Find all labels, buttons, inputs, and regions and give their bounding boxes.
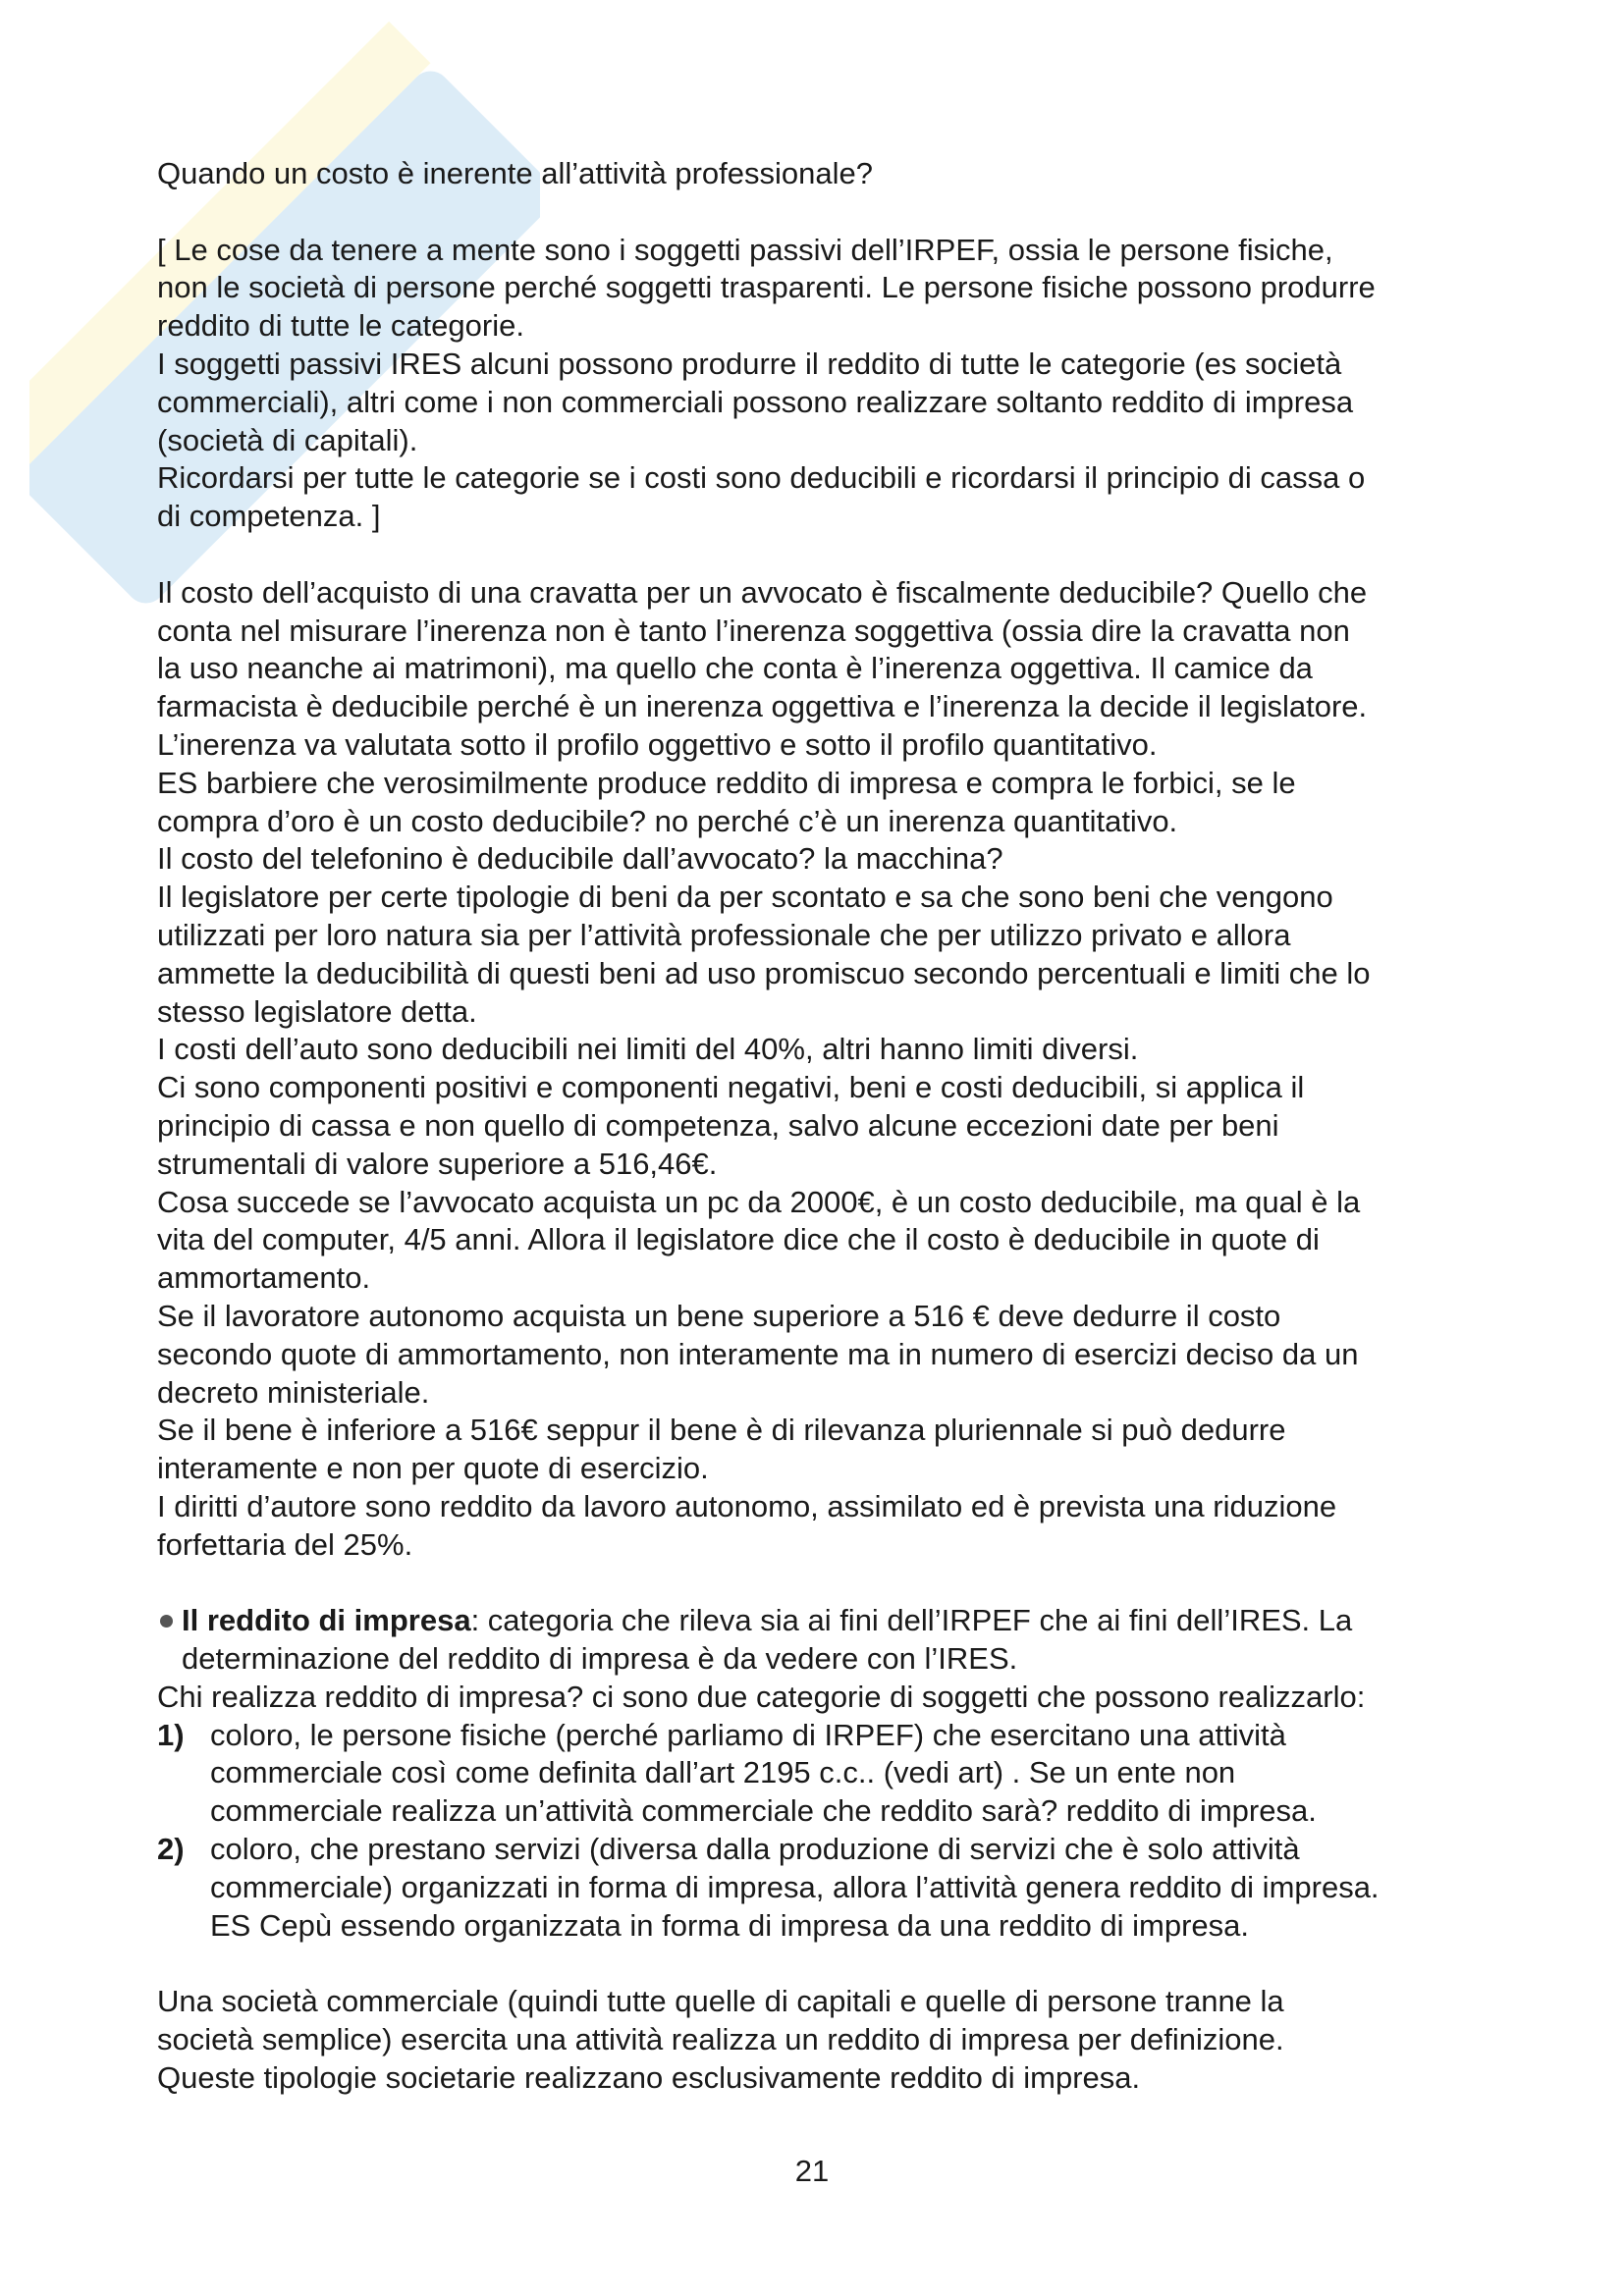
note-paragraph bbox=[157, 232, 1483, 536]
text-line: determinazione del reddito di impresa è da vedere con l’IRES. bbox=[182, 1641, 1018, 1677]
text-line: farmacista è deducibile perché è un inerenza oggettiva e l’inerenza la decide il legislatore. bbox=[157, 689, 1368, 724]
text-line: commerciale realizza un’attività commerciale che reddito sarà? reddito di impresa. bbox=[210, 1793, 1317, 1829]
text-line: L’inerenza va valutata sotto il profilo oggettivo e sotto il profilo quantitativo. bbox=[157, 726, 1158, 762]
text-line: compra d’oro è un costo deducibile? no perché c’è un inerenza quantitativo. bbox=[157, 803, 1178, 838]
numbered-item-1 bbox=[157, 1717, 1483, 1831]
text-line: coloro, che prestano servizi (diversa dalla produzione di servizi che è solo attività bbox=[210, 1832, 1300, 1867]
question-title: Quando un costo è inerente all’attività professionale? bbox=[157, 156, 873, 190]
text-line: I costi dell’auto sono deducibili nei limiti del 40%, altri hanno limiti diversi. bbox=[157, 1032, 1139, 1067]
text-line: Il costo del telefonino è deducibile dall’avvocato? la macchina? bbox=[157, 841, 1003, 877]
text-line: decreto ministeriale. bbox=[157, 1374, 430, 1410]
text-line: Cosa succede se l’avvocato acquista un pc da 2000€, è un costo deducibile, ma qual è la bbox=[157, 1184, 1361, 1219]
text-line: la uso neanche ai matrimoni), ma quello che conta è l’inerenza oggettiva. Il camice da bbox=[157, 651, 1313, 686]
text-line: secondo quote di ammortamento, non interamente ma in numero di esercizi deciso da un bbox=[157, 1336, 1359, 1371]
text-line: Se il lavoratore autonomo acquista un bene superiore a 516 € deve dedurre il costo bbox=[157, 1298, 1281, 1333]
text-line: reddito di tutte le categorie. bbox=[157, 308, 524, 344]
text-line: coloro, le persone fisiche (perché parliamo di IRPEF) che esercitano una attività bbox=[210, 1717, 1286, 1752]
text-line: (società di capitali). bbox=[157, 422, 418, 457]
text-line: vita del computer, 4/5 anni. Allora il legislatore dice che il costo è deducibile in quote di bbox=[157, 1222, 1320, 1257]
text-line: Il costo dell’acquisto di una cravatta per un avvocato è fiscalmente deducibile? Quello che bbox=[157, 574, 1368, 610]
numbered-item-2 bbox=[157, 1831, 1483, 1945]
text-line: non le società di persone perché soggetti trasparenti. Le persone fisiche possono produrre bbox=[157, 270, 1376, 305]
text-line: stesso legislatore detta. bbox=[157, 993, 477, 1029]
text-line: commerciale) organizzati in forma di impresa, allora l’attività genera reddito di impresa. bbox=[210, 1869, 1380, 1904]
text-line: I soggetti passivi IRES alcuni possono produrre il reddito di tutte le categorie (es società bbox=[157, 346, 1342, 381]
main-paragraph bbox=[157, 574, 1483, 1565]
text-line: Ricordarsi per tutte le categorie se i costi sono deducibili e ricordarsi il principio di cassa o bbox=[157, 460, 1366, 496]
text-line: Ci sono componenti positivi e componenti negativi, beni e costi deducibili, si applica il bbox=[157, 1070, 1305, 1105]
closing-paragraph bbox=[157, 1983, 1483, 2097]
text-line: società semplice) esercita una attività realizza un reddito di impresa per definizione. bbox=[157, 2022, 1284, 2057]
page-number: 21 bbox=[794, 2154, 830, 2188]
numbered-label: 1) bbox=[157, 1717, 185, 1752]
numbered-label: 2) bbox=[157, 1832, 185, 1867]
text-line: forfettaria del 25%. bbox=[157, 1526, 413, 1562]
text-line: ES barbiere che verosimilmente produce reddito di impresa e compra le forbici, se le bbox=[157, 765, 1296, 800]
bullet-bold-term: Il reddito di impresa bbox=[182, 1603, 471, 1638]
text-line: I diritti d’autore sono reddito da lavoro autonomo, assimilato ed è prevista una riduzione bbox=[157, 1488, 1337, 1523]
document-body bbox=[157, 155, 1483, 2098]
bullet-reddito-impresa bbox=[157, 1602, 1483, 1679]
text-line: conta nel misurare l’inerenza non è tanto l’inerenza soggettiva (ossia dire la cravatta non bbox=[157, 613, 1350, 648]
text-line: [ Le cose da tenere a mente sono i soggetti passivi dell’IRPEF, ossia le persone fisiche, bbox=[157, 232, 1333, 267]
text-line: Il legislatore per certe tipologie di beni da per scontato e sa che sono beni che vengono bbox=[157, 880, 1333, 915]
bullet-dot-icon bbox=[160, 1615, 173, 1628]
text-line: ammortamento. bbox=[157, 1260, 371, 1296]
text-line: principio di cassa e non quello di competenza, salvo alcune eccezioni date per beni bbox=[157, 1107, 1279, 1143]
text-line: Queste tipologie societarie realizzano esclusivamente reddito di impresa. bbox=[157, 2059, 1141, 2095]
text-line: Una società commerciale (quindi tutte quelle di capitali e quelle di persone tranne la bbox=[157, 1984, 1284, 2019]
text-line: Se il bene è inferiore a 516€ seppur il bene è di rilevanza pluriennale si può dedurre bbox=[157, 1413, 1286, 1448]
text-line: strumentali di valore superiore a 516,46€. bbox=[157, 1146, 718, 1181]
text-line: utilizzati per loro natura sia per l’attività professionale che per utilizzo privato e allora bbox=[157, 917, 1291, 952]
who-line: Chi realizza reddito di impresa? ci sono due categorie di soggetti che possono realizzarlo: bbox=[157, 1679, 1366, 1714]
text-line: commerciale così come definita dall’art 2195 c.c.. (vedi art) . Se un ente non bbox=[210, 1755, 1236, 1790]
text-line: di competenza. ] bbox=[157, 499, 381, 534]
text-line: ES Cepù essendo organizzata in forma di impresa da una reddito di impresa. bbox=[210, 1907, 1250, 1943]
bullet-text: : categoria che rileva sia ai fini dell’IRPEF che ai fini dell’IRES. La bbox=[470, 1603, 1353, 1638]
text-line: interamente e non per quote di esercizio. bbox=[157, 1451, 709, 1486]
text-line: commerciali), altri come i non commerciali possono realizzare soltanto reddito di impresa bbox=[157, 384, 1354, 419]
text-line: ammette la deducibilità di questi beni ad uso promiscuo secondo percentuali e limiti che lo bbox=[157, 955, 1371, 990]
